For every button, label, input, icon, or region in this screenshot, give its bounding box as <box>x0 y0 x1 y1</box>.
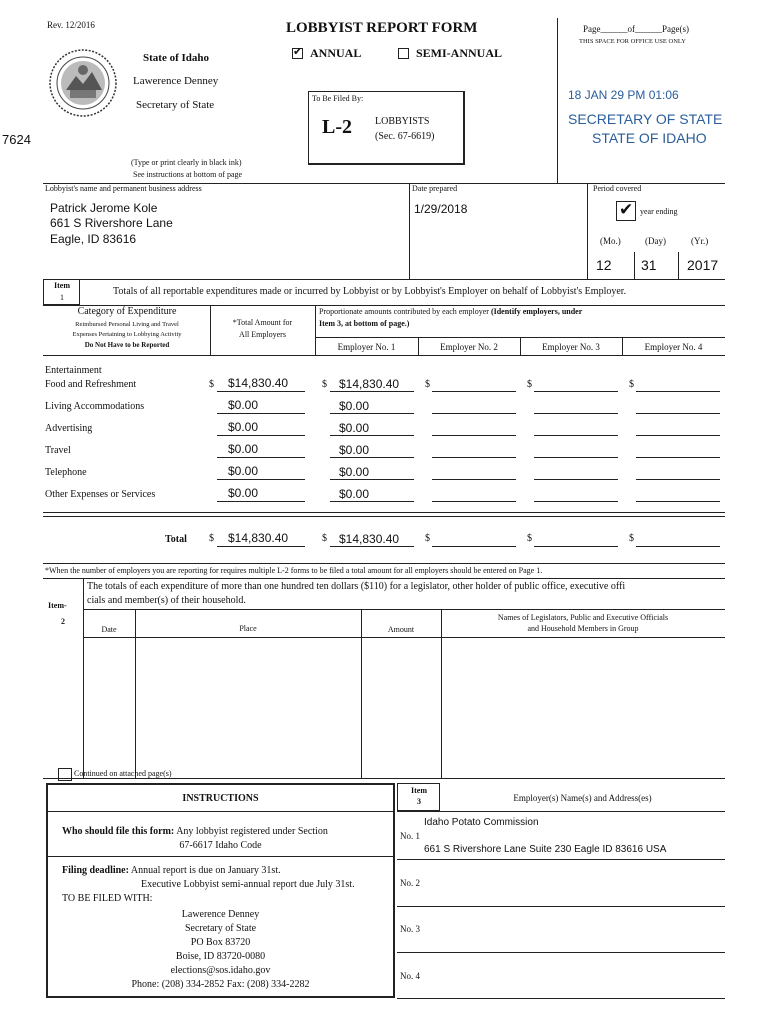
form-title: LOBBYIST REPORT FORM <box>286 20 478 36</box>
year-label: (Yr.) <box>691 236 709 246</box>
day-label: (Day) <box>645 236 666 246</box>
employer-header-2: Employer No. 2 <box>440 342 498 352</box>
amount-field-line[interactable] <box>217 479 305 480</box>
item3-header: Employer(s) Name(s) and Address(es) <box>513 793 652 803</box>
instructions-heading: INSTRUCTIONS <box>182 793 259 804</box>
employer-no-1-label: No. 1 <box>400 831 420 841</box>
date-prepared: 1/29/2018 <box>414 202 468 216</box>
row-total-amount: $0.00 <box>228 486 259 500</box>
lobbyist-city: Eagle, ID 83616 <box>50 232 137 246</box>
col-names-2: and Household Members in Group <box>527 624 639 633</box>
side-number: 7624 <box>2 132 31 147</box>
received-stamp-line1: SECRETARY OF STATE <box>568 111 723 127</box>
received-stamp-line2: STATE OF IDAHO <box>592 130 707 146</box>
type-note-1: (Type or print clearly in black ink) <box>131 158 242 167</box>
annual-label: ANNUAL <box>310 46 362 60</box>
row-total-amount: $0.00 <box>228 398 259 412</box>
item1-description: Totals of all reportable expenditures made or incurred by Lobbyist or by Lobbyist's Employer on behalf of Lobbyist's Employer. <box>113 286 627 297</box>
category-header: Category of Expenditure <box>77 306 177 317</box>
amount-field-line[interactable] <box>217 501 305 502</box>
amount-field-line[interactable] <box>636 435 720 436</box>
row-employer-1-amount: $0.00 <box>339 465 370 479</box>
row-total-amount: $0.00 <box>228 442 259 456</box>
lobbyist-label: Lobbyist's name and permanent business address <box>45 184 202 193</box>
category-group-label: Entertainment <box>45 365 102 376</box>
amount-field-line[interactable] <box>432 501 516 502</box>
employer-1-address: 661 S Rivershore Lane Suite 230 Eagle ID 83616 USA <box>424 844 667 855</box>
office-use-label: THIS SPACE FOR OFFICE USE ONLY <box>579 38 686 45</box>
category-label: Food and Refreshment <box>45 379 137 390</box>
amount-field-line[interactable] <box>432 435 516 436</box>
filing-phone: Phone: (208) 334-2852 Fax: (208) 334-2282 <box>131 979 310 990</box>
amount-field-line[interactable] <box>330 413 414 414</box>
form-code: L-2 <box>322 116 352 138</box>
year-ending-label: year ending <box>640 207 678 216</box>
item2-label: Item- <box>48 601 67 610</box>
lobbyist-name: Patrick Jerome Kole <box>50 201 158 215</box>
category-label: Advertising <box>45 423 93 434</box>
amount-field-line[interactable] <box>534 391 618 392</box>
official-title: Secretary of State <box>136 99 215 111</box>
form-code-box <box>308 91 465 165</box>
item2-description-2: cials and member(s) of their household. <box>87 595 246 606</box>
col-place: Place <box>239 624 257 633</box>
check-mark-icon: ✔ <box>619 200 634 219</box>
item2-description-1: The totals of each expenditure of more than one hundred ten dollars ($110) for a legislator, other holder of public office, executive offi <box>87 581 626 592</box>
dollar-sign: $ <box>322 379 327 390</box>
year-ending-checkbox[interactable] <box>616 201 636 221</box>
employer-header-1: Employer No. 1 <box>337 342 396 352</box>
category-label: Travel <box>45 445 71 456</box>
form-section: (Sec. 67-6619) <box>375 131 435 142</box>
amount-field-line[interactable] <box>330 501 414 502</box>
period-year: 2017 <box>687 257 719 273</box>
period-covered-label: Period covered <box>593 184 642 193</box>
type-note-2: See instructions at bottom of page <box>133 170 243 179</box>
amount-field-line[interactable] <box>636 413 720 414</box>
category-label: Telephone <box>45 467 87 478</box>
item3-box: Item 3 <box>397 783 440 811</box>
category-label: Living Accommodations <box>45 401 145 412</box>
row-employer-1-amount: $0.00 <box>339 487 370 501</box>
employer-no-2-label: No. 2 <box>400 878 420 888</box>
row-total-amount: $0.00 <box>228 420 259 434</box>
amount-field-line[interactable] <box>636 457 720 458</box>
item1-box: Item 1 <box>43 279 80 305</box>
amount-field-line[interactable] <box>432 479 516 480</box>
continued-checkbox[interactable] <box>58 768 72 781</box>
amount-field-line[interactable] <box>432 457 516 458</box>
row-employer-1-amount: $14,830.40 <box>339 377 400 391</box>
to-be-filed-label: To Be Filed By: <box>312 94 364 103</box>
amount-field-line[interactable] <box>534 501 618 502</box>
col-amount: Amount <box>387 625 415 634</box>
amount-field-line[interactable] <box>636 479 720 480</box>
revision-label: Rev. 12/2016 <box>47 20 95 30</box>
row-total-amount: $14,830.40 <box>228 376 289 390</box>
col-date: Date <box>101 625 117 634</box>
form-who: LOBBYISTS <box>375 116 430 127</box>
filing-email: elections@sos.idaho.gov <box>170 965 271 976</box>
instructions-box: INSTRUCTIONS Who should file this form: Any lobbyist registered under Section 67-6617 Idaho Code Filing deadline: Annual report is due on January 31st. Executive Lobbyist semi-annual report due July 31st. TO BE FILED WITH: Lawerence Denney Secretary of State PO Box 83720 Boise, ID 83720-0080 elections@sos.idaho.gov Phone: (208) 334-2852 Fax: (208) 334-2282 <box>46 783 395 998</box>
amount-field-line[interactable] <box>432 391 516 392</box>
filing-address: Lawerence Denney <box>181 909 260 920</box>
amount-field-line[interactable] <box>432 413 516 414</box>
filing-deadline: Filing deadline: Annual report is due on January 31st. <box>62 865 281 876</box>
amount-field-line[interactable] <box>534 435 618 436</box>
amount-field-line[interactable] <box>636 391 720 392</box>
amount-field-line[interactable] <box>330 391 414 392</box>
amount-field-line[interactable] <box>330 457 414 458</box>
amount-field-line[interactable] <box>534 457 618 458</box>
footnote: *When the number of employers you are reporting for requires multiple L-2 forms to be filed a total amount for all employers should be entered on Page 1. <box>45 566 543 575</box>
employer-no-3-label: No. 3 <box>400 924 420 934</box>
col-names-1: Names of Legislators, Public and Executive Officials <box>497 613 669 622</box>
total-all-employers: $14,830.40 <box>228 531 289 545</box>
amount-field-line[interactable] <box>636 501 720 502</box>
proportionate-header: Proportionate amounts contributed by each employer (Identify employers, under <box>319 307 583 316</box>
state-seal <box>48 48 118 118</box>
amount-field-line[interactable] <box>534 413 618 414</box>
amount-field-line[interactable] <box>217 391 305 392</box>
row-employer-1-amount: $0.00 <box>339 443 370 457</box>
total-header: *Total Amount for <box>232 318 293 327</box>
amount-field-line[interactable] <box>330 479 414 480</box>
date-prepared-label: Date prepared <box>412 184 458 193</box>
employer-header-4: Employer No. 4 <box>644 342 703 352</box>
category-label: Other Expenses or Services <box>45 489 156 500</box>
amount-field-line[interactable] <box>217 457 305 458</box>
official-name: Lawerence Denney <box>133 75 219 87</box>
amount-field-line[interactable] <box>534 479 618 480</box>
semi-annual-checkbox[interactable] <box>398 48 409 59</box>
period-day: 31 <box>641 257 657 273</box>
amount-field-line[interactable] <box>330 435 414 436</box>
received-stamp-date: 18 JAN 29 PM 01:06 <box>568 88 679 102</box>
lobbyist-street: 661 S Rivershore Lane <box>50 216 173 230</box>
row-total-amount: $0.00 <box>228 464 259 478</box>
amount-field-line[interactable] <box>217 413 305 414</box>
employer-1-name: Idaho Potato Commission <box>424 817 539 828</box>
file-with-label: TO BE FILED WITH: <box>62 893 153 904</box>
row-employer-1-amount: $0.00 <box>339 399 370 413</box>
state-label: State of Idaho <box>143 52 210 64</box>
employer-header-3: Employer No. 3 <box>542 342 600 352</box>
amount-field-line[interactable] <box>217 435 305 436</box>
dollar-sign: $ <box>629 379 634 390</box>
row-employer-1-amount: $0.00 <box>339 421 370 435</box>
month-label: (Mo.) <box>600 236 621 246</box>
total-employer-1: $14,830.40 <box>339 532 400 546</box>
dollar-sign: $ <box>209 379 214 390</box>
dollar-sign: $ <box>425 379 430 390</box>
dollar-sign: $ <box>527 379 532 390</box>
employer-no-4-label: No. 4 <box>400 971 420 981</box>
who-should-file: Who should file this form: Any lobbyist registered under Section <box>62 826 328 837</box>
page-of-label: Page______of______Page(s) <box>583 24 689 34</box>
continued-label: Continued on attached page(s) <box>74 769 172 778</box>
period-month: 12 <box>596 257 612 273</box>
check-mark-icon: ✔ <box>293 46 303 58</box>
annual-checkbox[interactable] <box>292 48 303 59</box>
total-label: Total <box>165 534 187 545</box>
semi-annual-label: SEMI-ANNUAL <box>416 46 503 60</box>
